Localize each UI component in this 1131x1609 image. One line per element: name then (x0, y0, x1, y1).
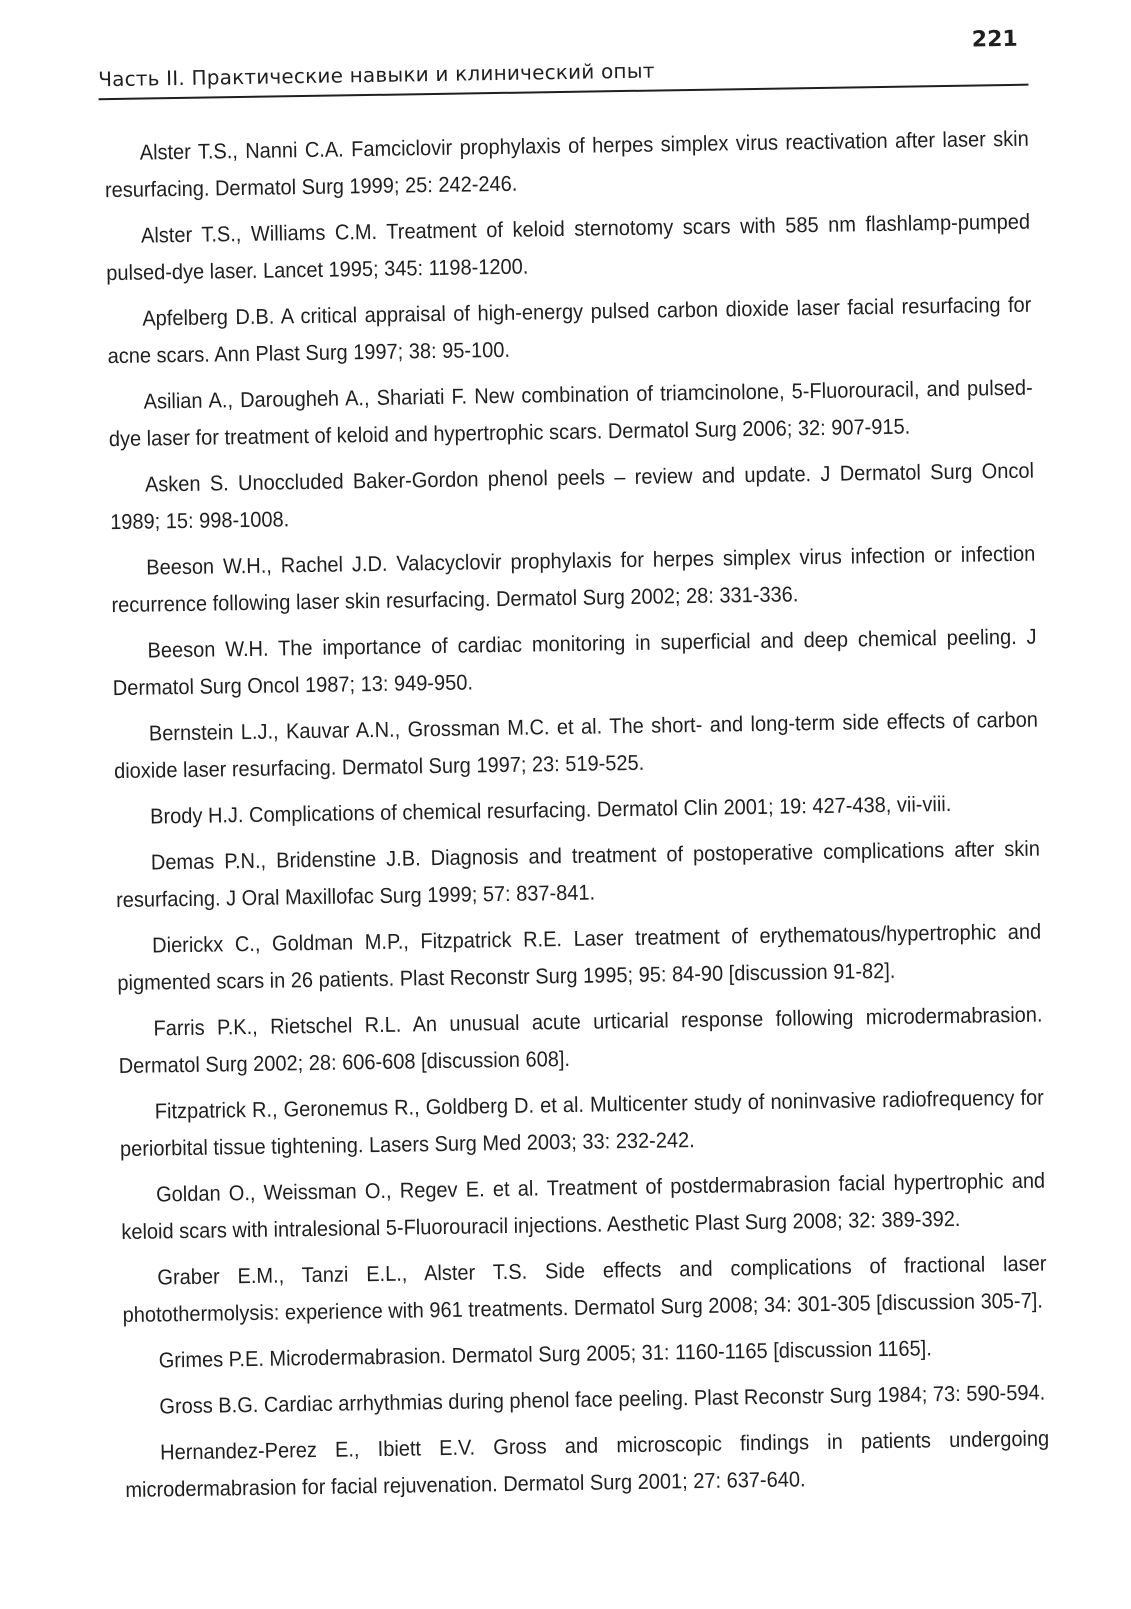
page-header (98, 23, 1029, 108)
reference-item: Goldan O., Weissman O., Regev E. et al. Treatment of postdermabrasion facial hypertrophic and keloid scars with intralesional 5-Fluorouracil injections. Aesthetic Plast Surg 2008; 32: 389-392. (121, 1168, 1046, 1245)
reference-item: Dierickx C., Goldman M.P., Fitzpatrick R.E. Laser treatment of erythematous/hypertrophic and pigmented scars in 26 patients. Plast Reconstr Surg 1995; 95: 84-90 [discussion 91-82]. (117, 919, 1042, 996)
reference-item: Hernandez-Perez E., Ibiett E.V. Gross and microscopic findings in patients undergoing microdermabrasion for facial rejuvenation. Dermatol Surg 2001; 27: 637-640. (125, 1426, 1050, 1503)
reference-item: Beeson W.H. The importance of cardiac monitoring in superficial and deep chemical peeling. J Dermatol Surg Oncol 1987; 13: 949-950. (112, 624, 1037, 701)
reference-item: Graber E.M., Tanzi E.L., Alster T.S. Side effects and complications of fractional laser photothermolysis: experience with 961 treatments. Dermatol Surg 2008; 34: 301-305 [discussion 305-7]. (122, 1251, 1047, 1328)
reference-item: Gross B.G. Cardiac arrhythmias during phenol face peeling. Plast Reconstr Surg 1984; 73: 590-594. (159, 1380, 1046, 1419)
reference-item: Farris P.K., Rietschel R.L. An unusual acute urticarial response following microdermabrasion. Dermatol Surg 2002; 28: 606-608 [discussion 608]. (118, 1002, 1043, 1079)
reference-item: Brody H.J. Complications of chemical resurfacing. Dermatol Clin 2001; 19: 427-438, vii-viii. (149, 791, 952, 829)
reference-item: Asken S. Unoccluded Baker-Gordon phenol peels – review and update. J Dermatol Surg Oncol 1989; 15: 998-1008. (110, 458, 1035, 535)
page-number: 221 (971, 26, 1018, 53)
reference-item: Fitzpatrick R., Geronemus R., Goldberg D. et al. Multicenter study of noninvasive radiofrequency for periorbital tissue tightening. Lasers Surg Med 2003; 33: 232-242. (119, 1085, 1044, 1162)
reference-item: Beeson W.H., Rachel J.D. Valacyclovir prophylaxis for herpes simplex virus infection or infection recurrence following laser skin resurfacing. Dermatol Surg 2002; 28: 331-336. (111, 541, 1036, 618)
reference-item: Bernstein L.J., Kauvar A.N., Grossman M.C. et al. The short- and long-term side effects of carbon dioxide laser resurfacing. Dermatol Surg 1997; 23: 519-525. (113, 707, 1039, 784)
reference-item: Demas P.N., Bridenstine J.B. Diagnosis and treatment of postoperative complications after skin resurfacing. J Oral Maxillofac Surg 1999; 57: 837-841. (115, 836, 1041, 913)
reference-item: Alster T.S., Williams C.M. Treatment of keloid sternotomy scars with 585 nm flashlamp-pumped pulsed-dye laser. Lancet 1995; 345: 1198-1200. (106, 209, 1031, 286)
reference-item: Asilian A., Darougheh A., Shariati F. New combination of triamcinolone, 5-Fluorouracil, and pulsed-dye laser for treatment of keloid and hypertrophic scars. Dermatol Surg 2006; 32: 907-915. (108, 375, 1033, 452)
reference-list (104, 121, 1050, 1518)
reference-item: Apfelberg D.B. A critical appraisal of high-energy pulsed carbon dioxide laser facial resurfacing for acne scars. Ann Plast Surg 1997; 38: 95-100. (107, 292, 1032, 369)
reference-item: Alster T.S., Nanni C.A. Famciclovir prophylaxis of herpes simplex virus reactivation after laser skin resurfacing. Dermatol Surg 1999; 25: 242-246. (104, 126, 1029, 203)
reference-item: Grimes P.E. Microdermabrasion. Dermatol Surg 2005; 31: 1160-1165 [discussion 1165]. (158, 1336, 932, 1373)
running-title: Часть II. Практические навыки и клинический опыт (98, 58, 655, 92)
